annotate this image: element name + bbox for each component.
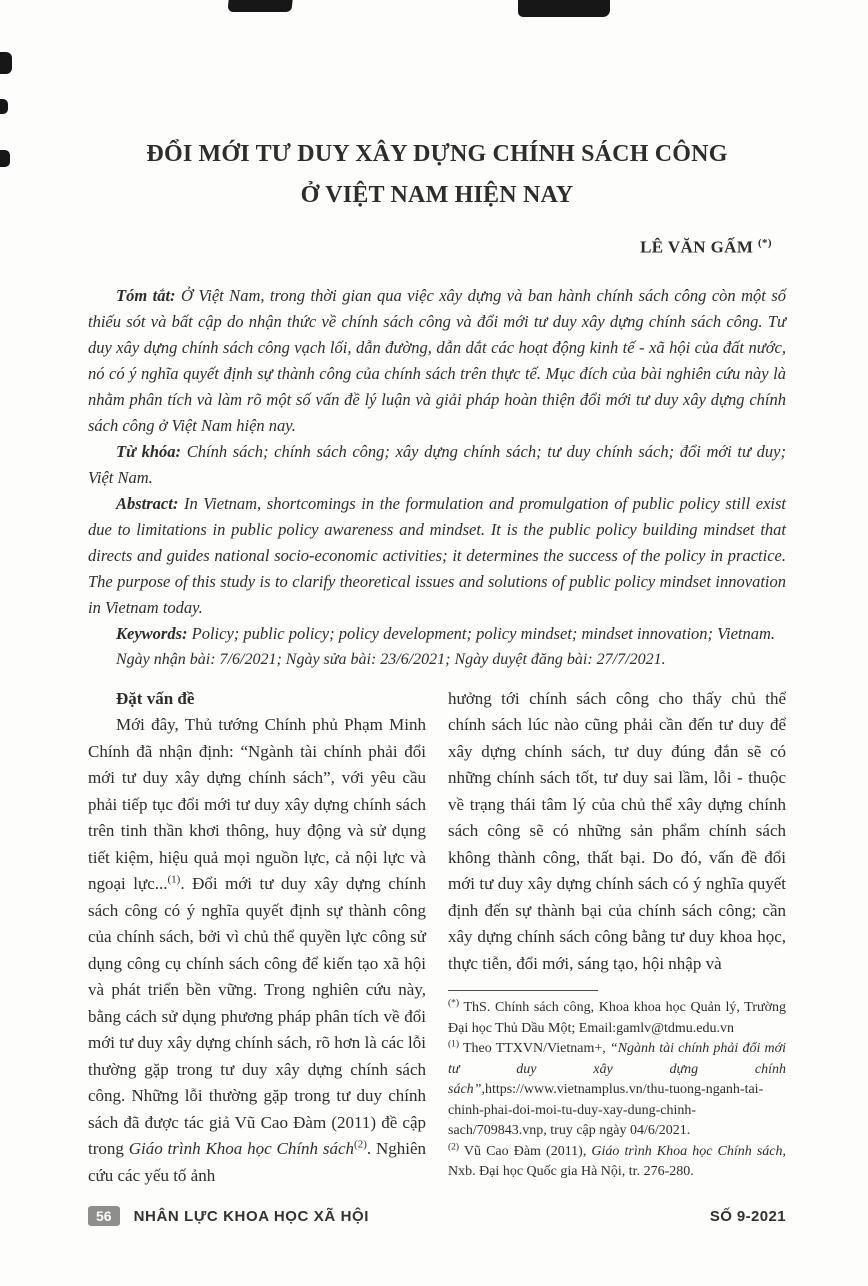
page-content xyxy=(88,0,786,1189)
footnote-text: Theo TTXVN/Vietnam+, xyxy=(459,1041,610,1057)
scan-artifact xyxy=(0,150,10,167)
paper-title xyxy=(88,134,786,216)
footnote-text: Vũ Cao Đàm (2011), xyxy=(459,1143,592,1159)
footnote-1 xyxy=(448,1039,786,1142)
page-number: 56 xyxy=(88,1206,120,1226)
footnote-marker: (*) xyxy=(448,998,460,1009)
submission-dates: Ngày nhận bài: 7/6/2021; Ngày sửa bài: 23/6/2021; Ngày duyệt đăng bài: 27/7/2021. xyxy=(116,650,666,668)
body-left-seg3: . Nghiên cứu các yếu tố ảnh xyxy=(88,1139,427,1185)
author-name: LÊ VĂN GẤM xyxy=(640,237,754,257)
abstract-en-text: In Vietnam, shortcomings in the formulation and promulgation of public policy still exist due to limitations in public policy awareness and mindset. It is the public policy building mindset that directs and guides national socio-economic activities; it determines the success of the policy in practice. The purpose of this study is to clarify theoretical issues and solutions of public policy mindset innovation in Vietnam today. xyxy=(88,493,786,617)
paper-title-line2: Ở VIỆT NAM HIỆN NAY xyxy=(300,182,574,208)
keywords-en-text: Policy; public policy; policy development; policy mindset; mindset innovation; Vietnam. xyxy=(187,623,776,643)
journal-name: NHÂN LỰC KHOA HỌC XÃ HỘI xyxy=(133,1207,370,1225)
footnote-ref-2: (2) xyxy=(354,1138,367,1151)
issue-number: SỐ 9-2021 xyxy=(709,1207,786,1225)
section-heading: Đặt vấn đề xyxy=(116,688,195,708)
abstract-block xyxy=(88,283,786,673)
footnotes xyxy=(448,998,786,1183)
body-paragraph-right: hưởng tới chính sách công cho thấy chủ thể chính sách lúc nào cũng phải cần đến tư duy để xây dựng chính sách, tư duy đúng đắn sẽ có những chính sách tốt, tư duy sai lầm, lỗi - thuộc về trạng thái tâm lý của chủ thể xây dựng chính sách công sẽ có những sản phẩm chính sách không thành công, thất bại. Do đó, vấn đề đổi mới tư duy xây dựng chính sách có ý nghĩa quyết định đến sự thành bại của chính sách công; cần xây dựng chính sách công bằng tư duy khoa học, thực tiễn, đổi mới, sáng tạo, hội nhập và xyxy=(448,688,786,973)
column-left xyxy=(88,686,426,1190)
keywords-en xyxy=(88,621,786,647)
footnote-text: , Nxb. Đại học Quốc gia Hà Nội, tr. 276-280. xyxy=(448,1143,786,1180)
keywords-en-label: Keywords: xyxy=(116,623,188,643)
body-paragraph-left xyxy=(88,712,426,1189)
body-left-seg2: . Đổi mới tư duy xây dựng chính sách công có ý nghĩa quyết định sự thành công của chính sách, bởi vì chủ thể quyền lực công sử dụng công cụ chính sách công để kiến tạo xã hội và phát triển bền vững. Trong nghiên cứu này, bằng cách sử dụng phương pháp phân tích về đổi mới tư duy xây dựng chính sách, rõ hơn là các lỗi thường gặp trong tư duy xây dựng chính sách công. Những lỗi thường gặp trong tư duy chính sách đã được tác giả Vũ Cao Đàm (2011) đề cập trong xyxy=(88,874,426,1159)
body-left-seg1: Mới đây, Thủ tướng Chính phủ Phạm Minh Chính đã nhận định: “Ngành tài chính phải đổi mới tư duy xây dựng chính sách”, với yêu cầu phải tiếp tục đổi mới tư duy xây dựng chính sách trên tinh thần khơi thông, huy động và sử dụng tiết kiệm, hiệu quả mọi nguồn lực, cả nội lực và ngoại lực... xyxy=(88,715,426,894)
keywords-vi-label: Từ khóa: xyxy=(116,441,182,461)
scan-artifact xyxy=(0,99,8,114)
footnote-title-italic: “Ngành tài chính phải đổi mới tư duy xây dựng chính sách” xyxy=(448,1041,786,1098)
abstract-vi-text: Ở Việt Nam, trong thời gian qua việc xây dựng và ban hành chính sách công còn một số thiếu sót và bất cập do nhận thức về chính sách công và đổi mới tư duy xây dựng chính sách công. Tư duy xây dựng chính sách công vạch lối, dẫn đường, dẫn dắt các hoạt động kinh tế - xã hội của đất nước, nó có ý nghĩa quyết định sự thành công của chính sách trên thực tế. Mục đích của bài nghiên cứu này là nhằm phân tích và làm rõ một số vấn đề lý luận và giải pháp hoàn thiện đổi mới tư duy xây dựng chính sách công ở Việt Nam hiện nay. xyxy=(88,285,786,435)
column-right xyxy=(448,686,786,1190)
page-footer xyxy=(88,1206,786,1226)
keywords-vi xyxy=(88,439,786,491)
abstract-en xyxy=(88,491,786,621)
footnote-ref-1: (1) xyxy=(167,873,181,886)
author-footnote-marker: (*) xyxy=(757,237,772,249)
footnote-separator xyxy=(448,990,598,991)
abstract-vi xyxy=(88,283,786,439)
abstract-vi-label: Tóm tắt: xyxy=(116,285,176,305)
footnote-marker: (1) xyxy=(448,1039,460,1050)
scan-artifact xyxy=(0,52,12,74)
footnote-title-italic: Giáo trình Khoa học Chính sách xyxy=(591,1143,783,1159)
footnote-author xyxy=(448,998,786,1039)
footnote-marker: (2) xyxy=(448,1142,460,1152)
body-columns xyxy=(88,686,786,1190)
book-title-italic: Giáo trình Khoa học Chính sách xyxy=(128,1139,355,1159)
author-line xyxy=(88,237,786,258)
abstract-en-label: Abstract: xyxy=(116,493,179,513)
footnote-2 xyxy=(448,1142,786,1183)
footnote-text: ,https://www.vietnamplus.vn/thu-tuong-nganh-tai-chinh-phai-doi-moi-tu-duy-xay-dung-chinh-sach/709843.vnp, truy cập ngày 04/6/2021. xyxy=(448,1082,764,1139)
keywords-vi-text: Chính sách; chính sách công; xây dựng chính sách; tư duy chính sách; đổi mới tư duy; Việt Nam. xyxy=(88,441,786,487)
paper-title-line1: ĐỔI MỚI TƯ DUY XÂY DỰNG CHÍNH SÁCH CÔNG xyxy=(146,141,728,167)
footnote-text: ThS. Chính sách công, Khoa khoa học Quản lý, Trường Đại học Thủ Dầu Một; Email:gamlv@tdmu.edu.vn xyxy=(448,1000,786,1036)
